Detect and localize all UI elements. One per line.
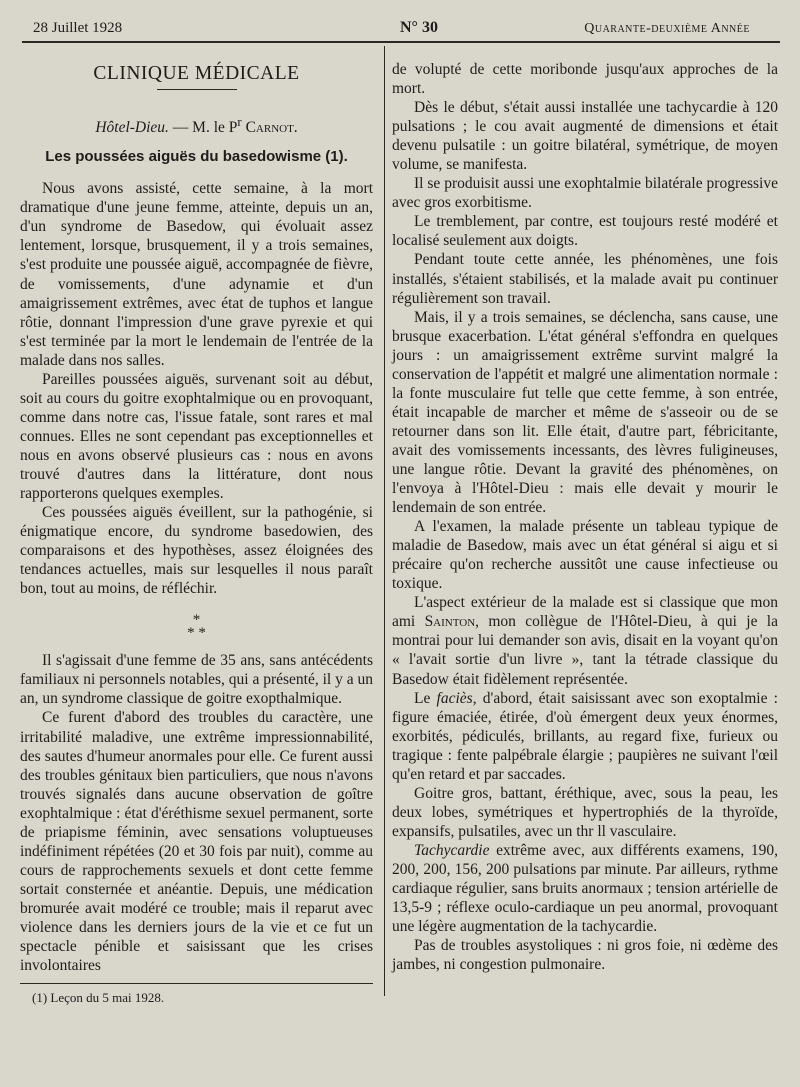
- italic-term: Tachycardie: [414, 841, 490, 859]
- hospital-name: Hôtel-Dieu.: [95, 119, 169, 137]
- paragraph: Ce furent d'abord des troubles du caractère, une irritabilité maladive, une extrême impressionnabilité, des sautes d'humeur anormales pour elle. Ce furent aussi des troubles génitaux bien particuliers, que nous n'avons trouvés signalés dans aucune observation de goître exophtalmique : état d'éréthisme sexuel permanent, sorte de priapisme féminin, avec sensations voluptueuses indéfiniment répétées (20 et 30 fois par nuit), comme au cours de rapprochements sexuels et dont cette femme sortait consternée et anéantie. Depuis, une médication bromurée avait modéré ce trouble; mais il reparut avec violence dans les derniers jours de la vie et ce fut un spectacle pénible et saisissant que les crises involontaires: [20, 709, 373, 975]
- volume-year: Quarante-deuxième Année: [584, 21, 750, 36]
- paragraph: Ces poussées aiguës éveillent, sur la pathogénie, si énigmatique encore, du syndrome basedowien, des comparaisons et des hypothèses, assez éloignées des tendances actuelles, mais sur lesquelles il nous paraît bon, tout au moins, de réfléchir.: [20, 504, 373, 598]
- paragraph: Il se produisit aussi une exophtalmie bilatérale progressive avec gros exorbitisme.: [392, 175, 778, 212]
- author-prefix-sup: r: [237, 114, 242, 130]
- separator-star: *: [192, 612, 201, 629]
- paragraph: Pareilles poussées aiguës, survenant soit au début, soit au cours du goitre exophtalmique ou en provoquant, comme dans notre cas, l'issue fatale, sont rares et mal connues. Elles ne sont cependant pas exceptionnelles et nous en avons observé plusieurs cas : nous en avons trouvé d'autres dans la littérature, dont nous rapporterons quelques exemples.: [20, 370, 373, 503]
- article-title-text: Les poussées aiguës du basedowisme: [45, 148, 322, 166]
- article-title: [20, 147, 373, 166]
- right-column: [392, 60, 778, 974]
- issue-date: 28 Juillet 1928: [33, 20, 123, 36]
- section-separator: [20, 614, 373, 640]
- section-title: CLINIQUE MÉDICALE: [93, 63, 300, 84]
- issue-number: N° 30: [400, 19, 438, 36]
- paragraph: Dès le début, s'était aussi installée une tachycardie à 120 pulsations ; le cou avait augmenté de dimensions et était devenu pulsatile : un goitre bilatéral, symétrique, de moyen volume, se manifesta.: [392, 99, 778, 174]
- text-run: L'aspect extérieur de la malade est si classique que mon ami: [392, 594, 778, 631]
- text-run: Le: [414, 689, 437, 707]
- text-run: extrême avec, aux différents examens, 190, 200, 200, 156, 200 pulsations par minute. Par ailleurs, rythme cardiaque régulier, sans bruits anormaux ; tension artérielle de 13,5-9 ; réflexe oculo-cardiaque un peu anormal, provoquant une légère augmentation de la tachycardie.: [392, 841, 778, 936]
- paragraph: Goitre gros, battant, éréthique, avec, sous la peau, les deux lobes, symétriques et hypertrophiés de la thyroïde, expansifs, pulsatiles, avec un thr ll vasculaire.: [392, 784, 778, 840]
- text-run: , mon collègue de l'Hôtel-Dieu, à qui je la montrai pour lui demander son avis, disait en la voyant qu'on « l'avait sortie d'un livre », tant la tétrade classique du Basedow était fidèlement représentée.: [392, 613, 778, 688]
- author-name: Carnot.: [245, 119, 298, 137]
- column-divider: [384, 46, 385, 996]
- paragraph: [392, 593, 778, 688]
- paragraph: [392, 689, 778, 784]
- lecture-byline: [20, 112, 373, 137]
- paragraph: Mais, il y a trois semaines, se déclencha, sans cause, une brusque exacerbation. L'état général s'effondra en quelques jours : un amaigrissement extrême survint malgré la conservation de l'appétit et malgré une alimentation normale : la fonte musculaire fut telle que cette femme, à son entrée, était incapable de marcher et même de s'asseoir ou de se retourner dans son lit. Elle était, d'autre part, fébricitante, avait des vomissements incessants, des lèvres fuligineuses, une langue rôtie. Devant la gravité des phénomènes, on l'envoya à l'Hôtel-Dieu : mais elle devait y mourir le lendemain de son entrée.: [392, 308, 778, 517]
- separator-stars: * *: [187, 625, 206, 642]
- left-column: [20, 64, 373, 975]
- colleague-name: Sainton: [424, 613, 476, 631]
- paragraph: [392, 841, 778, 936]
- italic-term: faciès: [436, 689, 473, 707]
- footnote-ref: (1).: [321, 148, 348, 166]
- paragraph: de volupté de cette moribonde jusqu'aux approches de la mort.: [392, 61, 778, 98]
- author-prefix: — M. le P: [168, 119, 238, 137]
- title-rule: [157, 89, 237, 90]
- footnote-rule: [20, 983, 373, 984]
- paragraph: Pas de troubles asystoliques : ni gros foie, ni œdème des jambes, ni congestion pulmonaire.: [392, 937, 778, 974]
- paragraph: Pendant toute cette année, les phénomènes, une fois installés, s'étaient stabilisés, et la malade avait pu continuer régulièrement son travail.: [392, 251, 778, 307]
- header-rule: [22, 41, 780, 43]
- text-run: , d'abord, était saisissant avec son exoptalmie : figure émaciée, étirée, d'où émergent deux yeux énormes, exorbités, pédiculés, brillants, au regard fixe, furieux ou tragique : fente palpébrale élargie ; paupières ne suivant l'œil qu'en retard et par saccades.: [392, 689, 778, 783]
- paragraph: Il s'agissait d'une femme de 35 ans, sans antécédents familiaux ni personnels notables, qui a présenté, il y a un an, un syndrome classique de goitre exopthalmique.: [20, 652, 373, 708]
- footnote: (1) Leçon du 5 mai 1928.: [32, 990, 165, 1005]
- paragraph: A l'examen, la malade présente un tableau typique de maladie de Basedow, mais avec un état général si aigu et si précaire qu'on recherche aussitôt une cause infectieuse ou toxique.: [392, 518, 778, 593]
- paragraph: Nous avons assisté, cette semaine, à la mort dramatique d'une jeune femme, atteinte, depuis un an, d'un syndrome de Basedow, qui évoluait assez lentement, lorsque, brusquement, il y a trois semaines, s'est produite une poussée aiguë, accompagnée de fièvre, de vomissements, d'une adynamie et d'un amaigrissement extrêmes, avec état de tuphos et langue rôtie, donnant l'impression d'une grave pyrexie et qui s'est terminée par la mort le lendemain de l'entrée de la malade dans nos salles.: [20, 180, 373, 369]
- paragraph: Le tremblement, par contre, est toujours resté modéré et localisé seulement aux doigts.: [392, 213, 778, 250]
